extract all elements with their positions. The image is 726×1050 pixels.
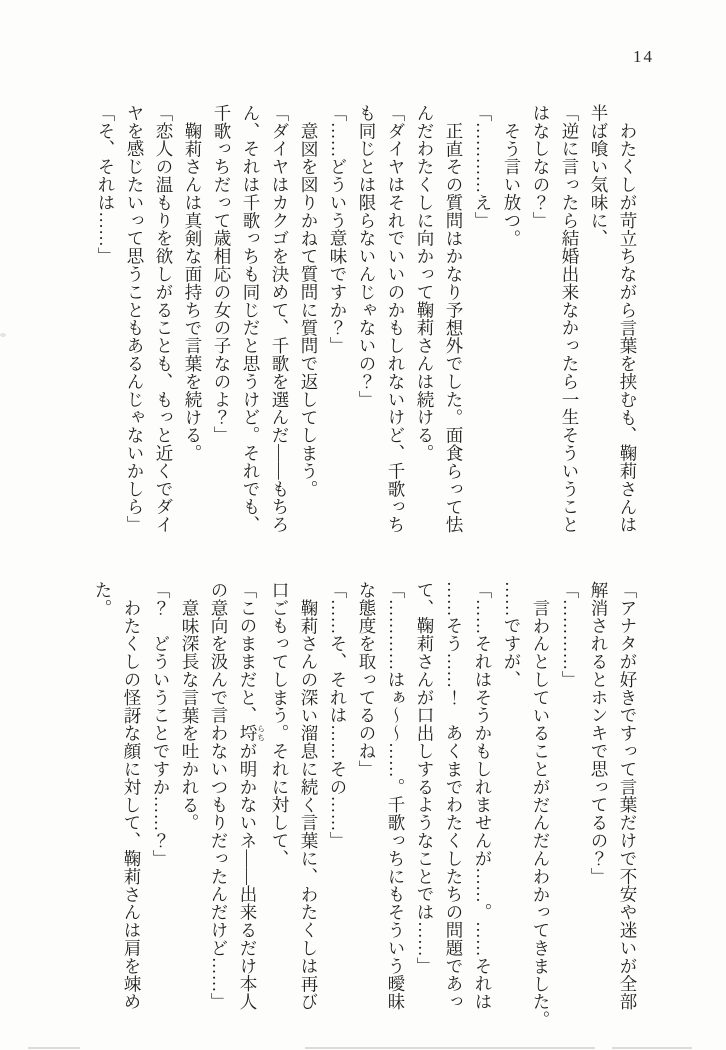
text-line: そう言い放つ。 xyxy=(502,122,522,248)
text-line: 「…………」 xyxy=(560,581,580,689)
text-line: 「ダイヤはカクゴを決めて、千歌を選んだ——もちろ xyxy=(270,104,290,534)
text-block-top xyxy=(91,104,642,544)
text-line: 言わんとしていることがだんだんわかってきました。 xyxy=(531,599,551,1029)
text-line: た。 xyxy=(93,581,113,617)
text-line: 解消されるとホンキで思ってるの？」 xyxy=(589,581,609,886)
text-line: 「ダイヤはそれでいいのかもしれないけど、千歌っち xyxy=(386,104,406,534)
text-line: 半ば喰い気味に、 xyxy=(589,104,609,248)
text-line: 「…………え」 xyxy=(473,104,493,230)
text-line: はなしなの？」 xyxy=(531,104,551,230)
text-line: わたくしの怪訝な顔に対して、鞠莉さんは肩を竦め xyxy=(122,599,142,1012)
text-line: 「このままだと、埒らちが明かないネ——出来るだけ本人 xyxy=(238,581,266,1011)
scan-artifact xyxy=(28,1047,80,1049)
text-line: て、鞠莉さんが口出しするようなことでは……」 xyxy=(415,581,435,975)
text-line: も同じとは限らないんじゃないの？」 xyxy=(357,104,377,409)
page-number: 14 xyxy=(633,47,654,66)
text-line: ……そう……！ あくまでわたくしたちの問題であっ xyxy=(444,581,464,1011)
text-line: 意味深長な言葉を吐かれる。 xyxy=(180,599,200,833)
text-line: 「……そ、それは……その……」 xyxy=(328,581,348,850)
text-line: 鞠莉さんの深い溜息に続く言葉に、わたくしは再び xyxy=(299,599,319,1012)
text-line: わたくしが苛立ちながら言葉を挟むも、鞠莉さんは xyxy=(618,122,638,535)
text-line: 意図を図りかねて質問に質問で返してしまう。 xyxy=(299,122,319,499)
text-line: な態度を取ってるのね」 xyxy=(357,581,377,778)
text-line: 「そ、それは……」 xyxy=(96,104,116,266)
text-line: 「？ どういうことですか……？」 xyxy=(151,581,171,868)
text-line: 千歌っちだって歳相応の女の子なのよ？」 xyxy=(212,104,232,445)
text-line: 鞠莉さんは真剣な面持ちで言葉を続ける。 xyxy=(183,122,203,463)
text-line: 正直その質問はかなり予想外でした。面食らって怯 xyxy=(444,122,464,535)
scan-smudge xyxy=(0,333,6,337)
text-line: 「逆に言ったら結婚出来なかったら一生そういうこと xyxy=(560,104,580,534)
text-line: 「アナタが好きですって言葉だけで不安や迷いが全部 xyxy=(618,581,638,1011)
scan-artifact xyxy=(305,1047,595,1049)
text-line: 「…………はぁ〜〜……。千歌っちにもそういう曖昧 xyxy=(386,581,406,1011)
text-line: ……ですが、 xyxy=(502,581,522,689)
text-line: ヤを感じたいって思うこともあるんじゃないかしら」 xyxy=(125,104,145,534)
text-line: 口ごもってしまう。それに対して、 xyxy=(270,581,290,868)
text-line: んだわたくしに向かって鞠莉さんは続ける。 xyxy=(415,104,435,462)
text-line: 「恋人の温もりを欲しがることも、もっと近くでダイ xyxy=(154,104,174,534)
text-line: の意向を汲んで言わないつもりだったんだけど……」 xyxy=(209,581,229,1011)
text-line: 「……どういう意味ですか？」 xyxy=(328,104,348,355)
text-line: ん、それは千歌っちも同じだと思うけど。それでも、 xyxy=(241,104,261,534)
text-block-bottom xyxy=(88,581,642,1029)
scan-artifact xyxy=(612,1047,692,1049)
text-line: 「……それはそうかもしれませんが……。……それは xyxy=(473,581,493,1011)
